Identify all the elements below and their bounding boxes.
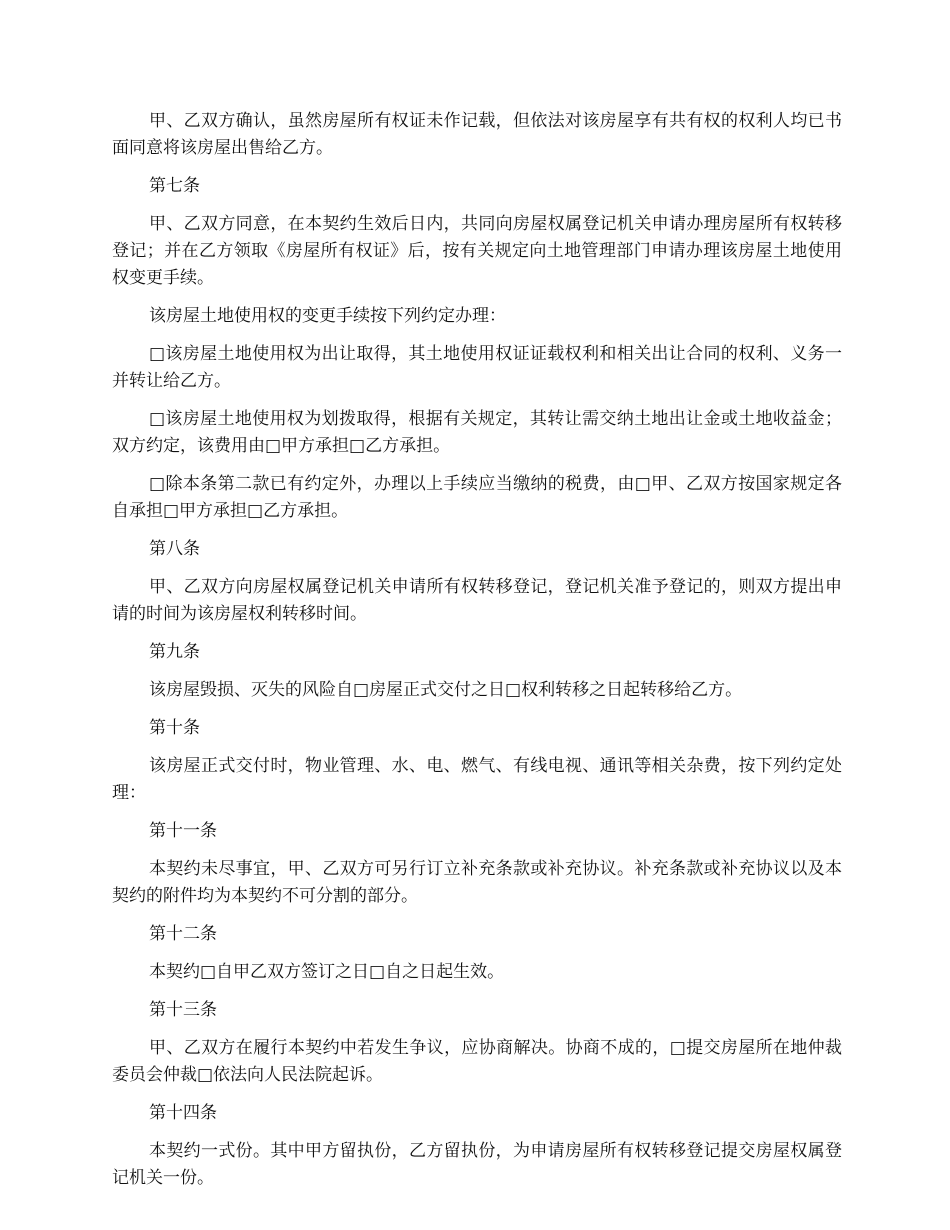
paragraph: 本契约□自甲乙双方签订之日□自之日起生效。 [149, 962, 505, 982]
paragraph: 本契约未尽事宜，甲、乙双方可另行订立补充条款或补充协议。补充条款或补充协议以及本契约的附件均为本契约不可分割的部分。 [112, 859, 842, 906]
checkbox-clause: □该房屋土地使用权为划拨取得，根据有关规定，其转让需交纳土地出让金或土地收益金；双方约定，该费用由□甲方承担□乙方承担。 [112, 409, 842, 456]
checkbox-clause: □该房屋土地使用权为出让取得，其土地使用权证证载权利和相关出让合同的权利、义务一并转让给乙方。 [112, 344, 842, 391]
paragraph: 本契约一式份。其中甲方留执份，乙方留执份，为申请房屋所有权转移登记提交房屋权属登记机关一份。 [112, 1141, 842, 1188]
article-heading: 第七条 [149, 176, 200, 196]
paragraph: 甲、乙双方确认，虽然房屋所有权证未作记载，但依法对该房屋享有共有权的权利人均已书面同意将该房屋出售给乙方。 [112, 111, 842, 158]
article-heading: 第十三条 [149, 1000, 217, 1020]
paragraph: 甲、乙双方同意，在本契约生效后日内，共同向房屋权属登记机关申请办理房屋所有权转移登记；并在乙方领取《房屋所有权证》后，按有关规定向土地管理部门申请办理该房屋土地使用权变更手续。 [112, 214, 842, 288]
paragraph: 该房屋毁损、灭失的风险自□房屋正式交付之日□权利转移之日起转移给乙方。 [149, 680, 743, 700]
paragraph: 该房屋土地使用权的变更手续按下列约定办理： [149, 306, 506, 326]
article-heading: 第八条 [149, 539, 200, 559]
article-heading: 第十条 [149, 718, 200, 738]
article-heading: 第十一条 [149, 821, 217, 841]
article-heading: 第十四条 [149, 1103, 217, 1123]
contract-page [112, 108, 842, 1203]
paragraph: 该房屋正式交付时，物业管理、水、电、燃气、有线电视、通讯等相关杂费，按下列约定处理： [112, 756, 842, 803]
article-heading: 第九条 [149, 642, 200, 662]
paragraph: 甲、乙双方向房屋权属登记机关申请所有权转移登记，登记机关准予登记的，则双方提出申请的时间为该房屋权利转移时间。 [112, 577, 842, 624]
checkbox-clause: □除本条第二款已有约定外，办理以上手续应当缴纳的税费，由□甲、乙双方按国家规定各自承担□甲方承担□乙方承担。 [112, 474, 842, 521]
article-heading: 第十二条 [149, 924, 217, 944]
paragraph: 甲、乙双方在履行本契约中若发生争议，应协商解决。协商不成的，□提交房屋所在地仲裁委员会仲裁□依法向人民法院起诉。 [112, 1038, 842, 1085]
